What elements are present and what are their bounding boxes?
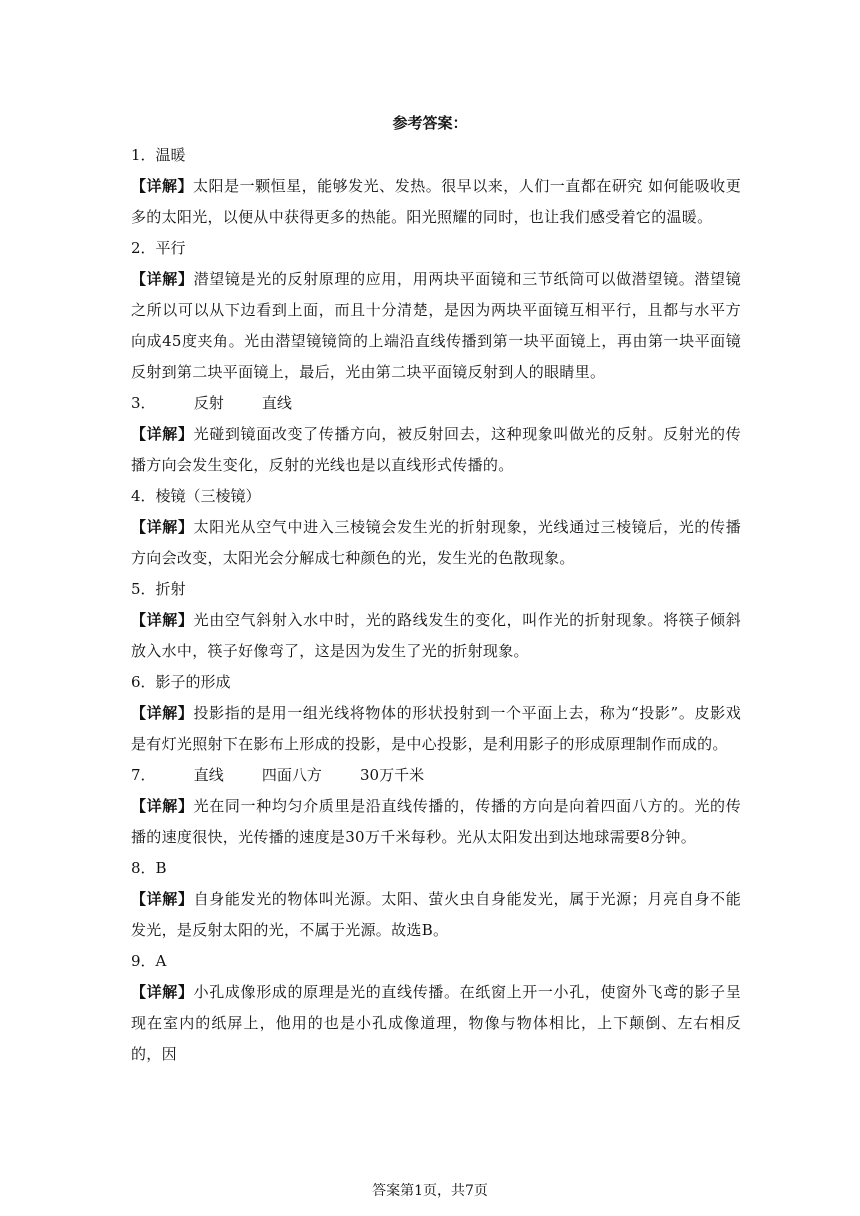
detail-tag: 【详解】 [131,611,194,629]
detail-9 [131,977,741,1070]
detail-tag: 【详解】 [131,890,194,908]
detail-5 [131,605,741,667]
detail-tag: 【详解】 [131,797,194,815]
detail-7 [131,791,741,853]
answer-1: 1．温暖 [131,146,186,164]
answer-5: 5．折射 [131,580,186,598]
detail-text: 潜望镜是光的反射原理的应用，用两块平面镜和三节纸筒可以做潜望镜。潜望镜之所以可以从下边看到上面，而且十分清楚，是因为两块平面镜互相平行，且都与水平方向成45度夹角。光由潜望镜镜筒的上端沿直线传播到第一块平面镜上，再由第一块平面镜反射到第二块平面镜上，最后，光由第二块平面镜反射到人的眼睛里。 [131,270,741,381]
detail-text: 自身能发光的物体叫光源。太阳、萤火虫自身能发光，属于光源；月亮自身不能发光，是反射太阳的光，不属于光源。故选B。 [131,890,741,939]
answer-8: 8．B [131,859,167,877]
detail-text: 光碰到镜面改变了传播方向，被反射回去，这种现象叫做光的反射。反射光的传播方向会发生变化，反射的光线也是以直线形式传播的。 [131,425,741,474]
detail-text: 投影指的是用一组光线将物体的形状投射到一个平面上去，称为“投影”。皮影戏是有灯光照射下在影布上形成的投影，是中心投影，是利用影子的形成原理制作而成的。 [131,704,741,753]
detail-tag: 【详解】 [131,983,194,1001]
detail-tag: 【详解】 [131,177,194,195]
answer-4: 4．棱镜（三棱镜） [131,487,261,505]
answer-9: 9．A [131,952,167,970]
detail-8 [131,884,741,946]
detail-text: 光由空气斜射入水中时，光的路线发生的变化，叫作光的折射现象。将筷子倾斜放入水中，筷子好像弯了，这是因为发生了光的折射现象。 [131,611,741,660]
detail-6 [131,698,741,760]
detail-text: 太阳是一颗恒星，能够发光、发热。很早以来，人们一直都在研究 如何能吸收更多的太阳光，以便从中获得更多的热能。阳光照耀的同时，也让我们感受着它的温暖。 [131,177,741,226]
detail-tag: 【详解】 [131,425,194,443]
answer-list [131,140,741,1070]
detail-tag: 【详解】 [131,704,194,722]
answer-6: 6．影子的形成 [131,673,231,691]
detail-tag: 【详解】 [131,518,194,536]
page-title: 参考答案： [392,114,468,132]
detail-tag: 【详解】 [131,270,194,288]
answer-2: 2．平行 [131,239,186,257]
detail-text: 小孔成像形成的原理是光的直线传播。在纸窗上开一小孔，使窗外飞鸢的影子呈现在室内的纸屏上，他用的也是小孔成像道理，物像与物体相比，上下颠倒、左右相反的，因 [131,983,741,1063]
answer-3: 3． 反射 直线 [131,394,292,412]
detail-1 [131,171,741,233]
detail-2 [131,264,741,388]
page-footer: 答案第1页，共7页 [372,1183,488,1199]
answer-7: 7． 直线 四面八方 30万千米 [131,766,425,784]
detail-text: 太阳光从空气中进入三棱镜会发生光的折射现象，光线通过三棱镜后，光的传播方向会改变，太阳光会分解成七种颜色的光，发生光的色散现象。 [131,518,741,567]
detail-text: 光在同一种均匀介质里是沿直线传播的，传播的方向是向着四面八方的。光的传播的速度很快，光传播的速度是30万千米每秒。光从太阳发出到达地球需要8分钟。 [131,797,741,846]
detail-4 [131,512,741,574]
detail-3 [131,419,741,481]
